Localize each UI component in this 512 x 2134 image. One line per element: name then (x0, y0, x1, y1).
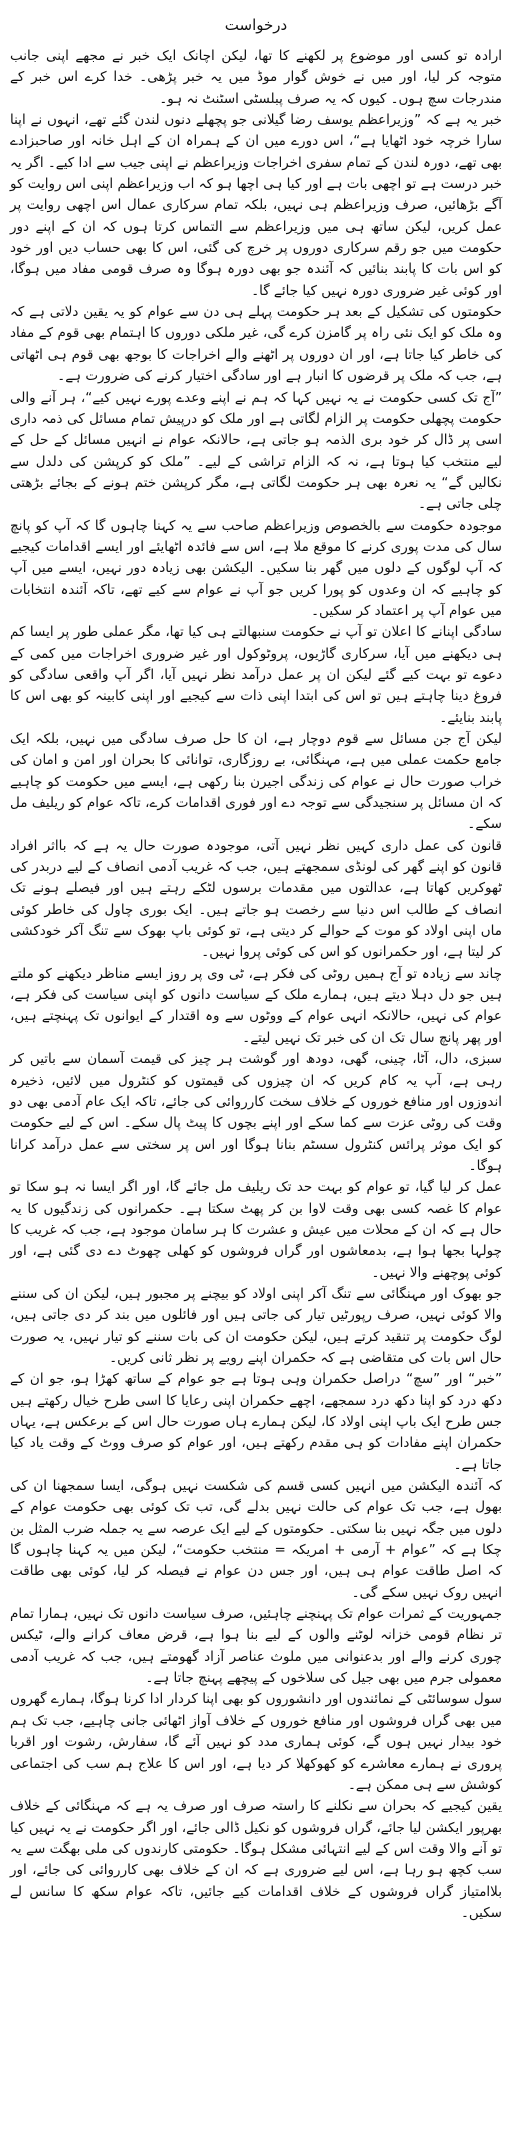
article-paragraph: کہ آئندہ الیکشن میں انہیں کسی قسم کی شکست نہیں ہوگی، ایسا سمجھنا ان کی بھول ہے، جب تک عوام کی حالت نہیں بدلے گی، تب تک کوئی بھی حکومت عوام کے دلوں میں جگہ نہیں بنا سکتی۔ حکومتوں کے لیے ایک عرصہ سے یہ جملہ ضرب المثل بن چکا ہے کہ ”عوام + آرمی + امریکہ = منتخب حکومت“، لیکن میں یہ کہنا چاہوں گا کہ اصل طاقت عوام ہی ہیں، اور جس دن عوام نے فیصلہ کر لیا، کوئی بھی طاقت انہیں روک نہیں سکے گی۔ (10, 1478, 502, 1601)
article-paragraph: چاند سے زیادہ تو آج ہمیں روٹی کی فکر ہے، ٹی وی پر روز ایسے مناظر دیکھنے کو ملتے ہیں جو دل دہلا دیتے ہیں، ہمارے ملک کے سیاست دانوں کو اپنی سیاست کی فکر ہے، عوام کی نہیں، حالانکہ انہی عوام کے ووٹوں سے وہ اقتدار کے ایوانوں تک پہنچتے ہیں، اور پھر پانچ سال تک ان کی خبر تک نہیں لیتے۔ (10, 965, 502, 1046)
article-paragraph: جو بھوک اور مہنگائی سے تنگ آکر اپنی اولاد کو بیچنے پر مجبور ہیں، لیکن ان کی سننے والا کوئی نہیں، صرف رپورٹیں تیار کی جاتی ہیں اور فائلوں میں بند کر دی جاتی ہیں، لوگ حکومت پر تنقید کرتے ہیں، لیکن حکومت ان کی بات سننے کو تیار نہیں، یہ صورت حال اس بات کی متقاضی ہے کہ حکمران اپنے رویے پر نظر ثانی کریں۔ (10, 1285, 502, 1366)
article-body (10, 46, 502, 1924)
article-paragraph: خبر یہ ہے کہ ”وزیراعظم یوسف رضا گیلانی جو پچھلے دنوں لندن گئے تھے، انہوں نے اپنا سارا خرچہ خود اٹھایا ہے“، اس دورے میں ان کے ہمراہ ان کے اہل خانہ اور صاحبزادے بھی تھے، دورہ لندن کے تمام سفری اخراجات وزیراعظم نے اپنی جیب سے ادا کیے۔ اگر یہ خبر درست ہے تو اچھی بات ہے اور کیا ہی اچھا ہو کہ اب وزیراعظم اپنی اس روایت کو آگے بڑھائیں، صرف وزیراعظم ہی نہیں، بلکہ تمام سرکاری عمال اس اچھی روایت پر عمل کریں، لیکن ساتھ ہی میں وزیراعظم سے التماس کرتا ہوں کہ ان کے اپنے دور حکومت میں جو رقم سرکاری دوروں پر خرچ کی گئی، اس کا بھی حساب دیں اور خود کو اس بات کا پابند بنائیں کہ آئندہ جو بھی دورہ ہوگا وہ صرف قومی مفاد میں ہوگا، اور کوئی غیر ضروری دورہ نہیں کیا جائے گا۔ (10, 112, 502, 299)
article-paragraph: حکومتوں کی تشکیل کے بعد ہر حکومت پہلے ہی دن سے عوام کو یہ یقین دلاتی ہے کہ وہ ملک کو ایک نئی راہ پر گامزن کرے گی، غیر ملکی دوروں کا اہتمام بھی قوم کے مفاد کی خاطر کیا جاتا ہے، اور ان دوروں پر اٹھنے والے اخراجات کا بوجھ بھی قوم ہی اٹھاتی ہے، جب کہ ملک پر قرضوں کا انبار ہے اور سادگی اختیار کرنے کی ضرورت ہے۔ (10, 304, 502, 385)
article-title: درخواست (224, 16, 288, 34)
article-paragraph: عمل کر لیا گیا، تو عوام کو بہت حد تک ریلیف مل جائے گا، اور اگر ایسا نہ ہو سکا تو عوام کا غصہ کسی بھی وقت لاوا بن کر پھٹ سکتا ہے۔ حکمرانوں کی زندگیوں کا یہ حال ہے کہ ان کے محلات میں عیش و عشرت کا ہر سامان موجود ہے، جب کہ غریب کا چولہا بجھا ہوا ہے، بدمعاشوں اور گراں فروشوں کو کھلی چھوٹ دے دی گئی ہے، اور کوئی پوچھنے والا نہیں۔ (10, 1179, 502, 1281)
article-paragraph: سادگی اپنانے کا اعلان تو آپ نے حکومت سنبھالتے ہی کیا تھا، مگر عملی طور پر ایسا کم ہی دیکھنے میں آیا، سرکاری گاڑیوں، پروٹوکول اور غیر ضروری اخراجات میں کمی کے دعوے تو بہت کیے گئے لیکن ان پر عمل درآمد نظر نہیں آیا، اگر آپ واقعی سادگی کو فروغ دینا چاہتے ہیں تو اس کی ابتدا اپنی ذات سے کیجیے اور اپنی کابینہ کو بھی اس کا پابند بنایئے۔ (10, 624, 502, 726)
article-paragraph: جمہوریت کے ثمرات عوام تک پہنچنے چاہئیں، صرف سیاست دانوں تک نہیں، ہمارا تمام تر نظام قومی خزانہ لوٹنے والوں کے لیے بنا ہوا ہے، قرض معاف کرانے والے، ٹیکس چوری کرنے والے اور بدعنوانی میں ملوث عناصر آزاد گھومتے ہیں، جب کہ غریب آدمی معمولی جرم میں بھی جیل کی سلاخوں کے پیچھے پہنچ جاتا ہے۔ (10, 1606, 502, 1687)
article-paragraph: ”آج تک کسی حکومت نے یہ نہیں کہا کہ ہم نے اپنے وعدے پورے نہیں کیے“، ہر آنے والی حکومت پچھلی حکومت پر الزام لگاتی ہے اور ملک کو درپیش تمام مسائل کی ذمہ داری اسی پر ڈال کر خود بری الذمہ ہو جاتی ہے، حالانکہ عوام نے انہیں مسائل کے حل کے لیے منتخب کیا ہوتا ہے، نہ کہ الزام تراشی کے لیے۔ ”ملک کو کرپشن کی دلدل سے نکالیں گے“ یہ نعرہ بھی ہر حکومت لگاتی ہے، مگر کرپشن ختم ہونے کے بجائے بڑھتی چلی جاتی ہے۔ (10, 389, 502, 513)
article-paragraph: لیکن آج جن مسائل سے قوم دوچار ہے، ان کا حل صرف سادگی میں نہیں، بلکہ ایک جامع حکمت عملی میں ہے، مہنگائی، بے روزگاری، توانائی کا بحران اور امن و امان کی خراب صورت حال نے عوام کی زندگی اجیرن بنا رکھی ہے، ایسے میں حکومت کو چاہیے کہ ان مسائل پر سنجیدگی سے توجہ دے اور فوری اقدامات کرے، تاکہ عوام کو ریلیف مل سکے۔ (10, 731, 502, 833)
article-paragraph: ارادہ تو کسی اور موضوع پر لکھنے کا تھا، لیکن اچانک ایک خبر نے مجھے اپنی جانب متوجہ کر لیا، اور میں نے خوش گوار موڈ میں یہ خبر پڑھی۔ خدا کرے اس خبر کے مندرجات سچ ہوں۔ کیوں کہ یہ صرف پبلسٹی اسٹنٹ نہ ہو۔ (10, 48, 502, 107)
article-paragraph: سول سوسائٹی کے نمائندوں اور دانشوروں کو بھی اپنا کردار ادا کرنا ہوگا، ہمارے گھروں میں بھی گراں فروشوں اور منافع خوروں کے خلاف آواز اٹھائی جانی چاہیے، جب تک ہم خود بیدار نہیں ہوں گے، کوئی ہماری مدد کو نہیں آئے گا، سفارش، رشوت اور اقربا پروری نے ہمارے معاشرے کو کھوکھلا کر دیا ہے، اور اس کا علاج ہم سب کی اجتماعی کوشش سے ہی ممکن ہے۔ (10, 1691, 502, 1793)
article-paragraph: موجودہ حکومت سے بالخصوص وزیراعظم صاحب سے یہ کہنا چاہوں گا کہ آپ کو پانچ سال کی مدت پوری کرنے کا موقع ملا ہے، اس سے فائدہ اٹھایئے اور ایسے اقدامات کیجیے کہ آپ لوگوں کے دلوں میں گھر بنا سکیں۔ الیکشن بھی زیادہ دور نہیں، ایسے میں آپ کو چاہیے کہ ان وعدوں کو پورا کریں جو آپ نے عوام سے کیے تھے، تاکہ آئندہ انتخابات میں عوام آپ پر اعتماد کر سکیں۔ (10, 517, 502, 619)
article-paragraph: ”خبر“ اور ”سچ“ دراصل حکمران وہی ہوتا ہے جو عوام کے ساتھ کھڑا ہو، جو ان کے دکھ درد کو اپنا دکھ درد سمجھے، اچھے حکمران اپنی رعایا کا اسی طرح خیال رکھتے ہیں جس طرح ایک باپ اپنی اولاد کا، لیکن ہمارے ہاں صورت حال اس کے برعکس ہے، یہاں حکمران اپنے مفادات کو ہی مقدم رکھتے ہیں، اور عوام کو صرف ووٹ کے وقت یاد کیا جاتا ہے۔ (10, 1371, 502, 1473)
article-paragraph: سبزی، دال، آٹا، چینی، گھی، دودھ اور گوشت ہر چیز کی قیمت آسمان سے باتیں کر رہی ہے، آپ یہ کام کریں کہ ان چیزوں کی قیمتوں کو کنٹرول میں لائیں، ذخیرہ اندوزوں اور منافع خوروں کے خلاف سخت کارروائی کی جائے، تاکہ ایک عام آدمی بھی دو وقت کی روٹی عزت سے کما سکے اور اپنے بچوں کا پیٹ پال سکے۔ اس کے لیے حکومت کو ایک موثر پرائس کنٹرول سسٹم بنانا ہوگا اور اس پر سختی سے عمل درآمد کرانا ہوگا۔ (10, 1051, 502, 1174)
article-paragraph: قانون کی عمل داری کہیں نظر نہیں آتی، موجودہ صورت حال یہ ہے کہ بااثر افراد قانون کو اپنے گھر کی لونڈی سمجھتے ہیں، جب کہ غریب آدمی انصاف کے لیے دربدر کی ٹھوکریں کھاتا ہے، عدالتوں میں مقدمات برسوں لٹکے رہتے ہیں اور فیصلے ہونے تک انصاف کے طالب اس دنیا سے رخصت ہو جاتے ہیں۔ ایک بوری چاول کی خاطر کوئی ماں اپنی اولاد کو موت کے حوالے کر دیتی ہے، تو کوئی باپ بھوک سے تنگ آکر خودکشی کر لیتا ہے، اور حکمرانوں کو اس کی کوئی پروا نہیں۔ (10, 837, 502, 961)
article-paragraph: یقین کیجیے کہ بحران سے نکلنے کا راستہ صرف اور صرف یہ ہے کہ مہنگائی کے خلاف بھرپور ایکشن لیا جائے، گراں فروشوں کو نکیل ڈالی جائے، اور اگر حکومت نے یہ نہیں کیا تو آنے والا وقت اس کے لیے انتہائی مشکل ہوگا۔ حکومتی کارندوں کی ملی بھگت سے یہ سب کچھ ہو رہا ہے، اس لیے ضروری ہے کہ ان کے خلاف بھی کارروائی کی جائے، اور بلاامتیاز گراں فروشوں کے خلاف اقدامات کیے جائیں، تاکہ عوام سکھ کا سانس لے سکیں۔ (10, 1798, 502, 1921)
